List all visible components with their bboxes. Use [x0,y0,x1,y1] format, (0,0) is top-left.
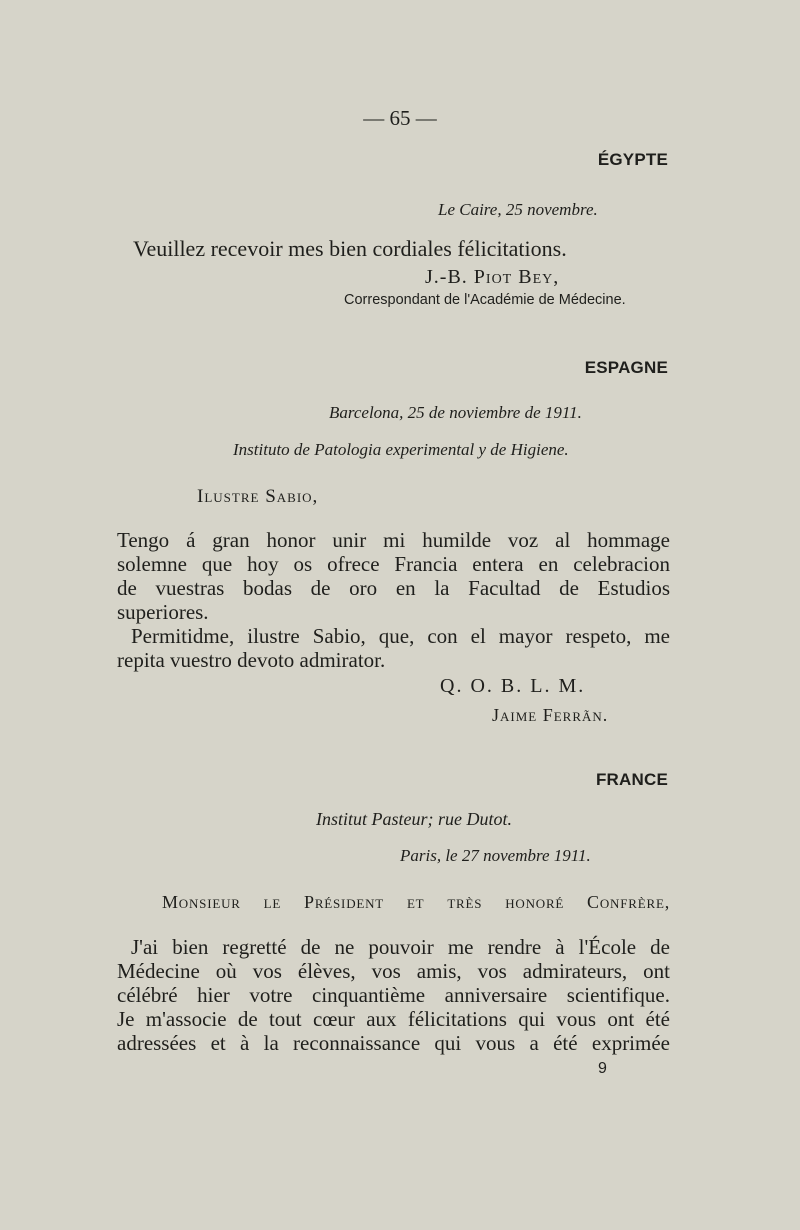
dateline-spain: Barcelona, 25 de noviembre de 1911. [329,403,582,422]
folio-number: 9 [598,1060,607,1077]
text-line: Je m'associe de tout cœur aux félicitations qui vous ont été [117,1007,670,1031]
text-line: J'ai bien regretté de ne pouvoir me rendre à l'École de [131,935,670,959]
heading-spain: ESPAGNE [584,358,668,377]
signature-egypt [425,266,559,289]
text-line: adressées et à la reconnaissance qui vous a été exprimée [117,1031,670,1055]
signature-name: J.-B. Piot Bey, [425,266,560,288]
text-line: de vuestras bodas de oro en la Facultad de Estudios [117,576,670,600]
address-france: Institut Pasteur; rue Dutot. [316,809,512,829]
salutation-france: Monsieur le Président et très honoré Confrère, [162,892,670,912]
salutation-spain: Ilustre Sabio, [197,486,319,507]
text-line: superiores. [117,600,209,624]
message-egypt: Veuillez recevoir mes bien cordiales félicitations. [133,236,567,261]
text-line: repita vuestro devoto admirator. [117,648,386,672]
text-line: célébré hier votre cinquantième anniversaire scientifique. [117,983,670,1007]
text-line: Permitidme, ilustre Sabio, que, con el mayor respeto, me [131,624,670,648]
dateline-egypt: Le Caire, 25 novembre. [438,200,598,219]
signature-title-egypt: Correspondant de l'Académie de Médecine. [344,292,626,308]
closing-spain: Q. O. B. L. M. [440,675,586,697]
heading-france: FRANCE [595,770,668,789]
institution-spain: Instituto de Patologia experimental y de Higiene. [233,440,569,459]
text-line: Médecine où vos élèves, vos amis, vos admirateurs, ont [117,959,670,983]
dateline-france: Paris, le 27 novembre 1911. [400,846,591,865]
signature-spain: Jaime Ferrãn. [492,705,609,725]
text-line: solemne que hoy os ofrece Francia entera en celebracion [117,552,670,576]
text-line: Tengo á gran honor unir mi humilde voz al hommage [117,528,670,552]
page-number: — 65 — [363,106,437,130]
heading-egypt: ÉGYPTE [597,150,668,169]
